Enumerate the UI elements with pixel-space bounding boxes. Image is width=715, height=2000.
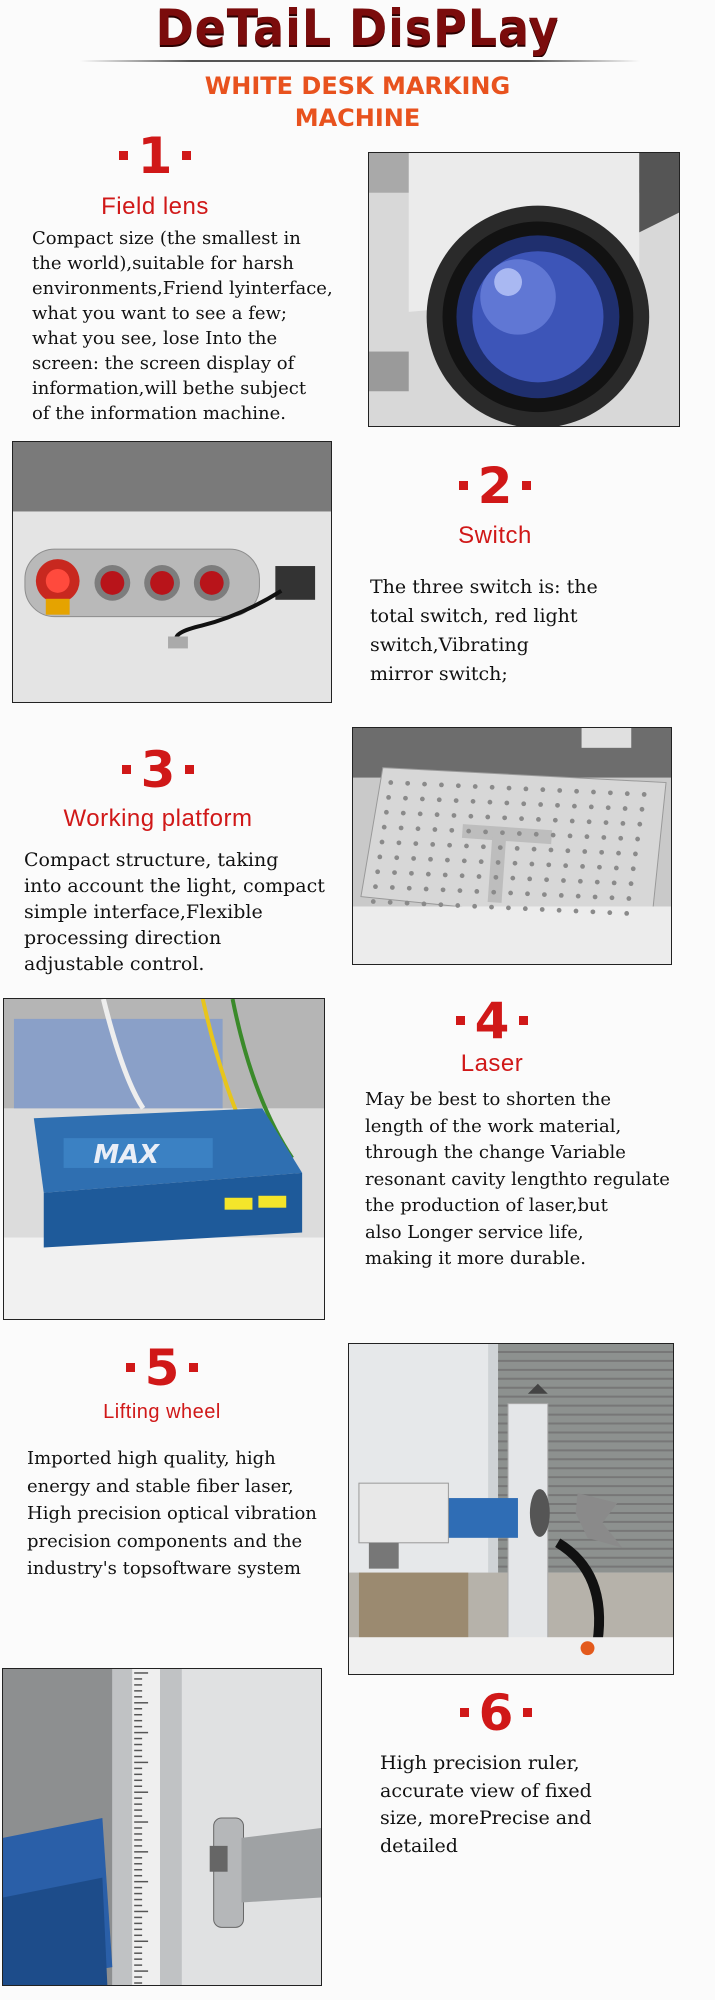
section-6-description: High precision ruler, accurate view of fixed size, morePrecise and detailed <box>380 1752 592 1857</box>
section-4-label: Laser <box>460 1050 524 1077</box>
section-6-number <box>396 1685 596 1741</box>
section-2-number <box>395 458 595 514</box>
bullet-dot <box>460 1708 469 1717</box>
bullet-dot <box>519 1016 528 1025</box>
section-2-description: The three switch is: the total switch, red light switch,Vibrating mirror switch; <box>370 576 598 685</box>
section-2-label: Switch <box>458 522 532 549</box>
bullet-dot <box>119 151 128 160</box>
bullet-dot <box>459 481 468 490</box>
section-1-description: Compact size (the smallest in the world),suitable for harsh environments,Friend lyinterface, what you want to see a few; what you see, lose Into the screen: the screen display of information,will bethe subject of the information machine. <box>32 228 333 424</box>
section-4-description: May be best to shorten the length of the work material, through the change Variable resonant cavity lengthto regulate the production of laser,but also Longer service life, making it more durable. <box>365 1089 670 1269</box>
section-4-number <box>392 993 592 1049</box>
bullet-dot <box>456 1016 465 1025</box>
section-1-label: Field lens <box>101 193 209 220</box>
section-5-description: Imported high quality, high energy and stable fiber laser, High precision optical vibration precision components and the industry's topsoftware system <box>27 1448 317 1579</box>
bullet-dot <box>182 151 191 160</box>
page-title: DeTaiL DisPLay <box>155 0 560 57</box>
bullet-dot <box>522 481 531 490</box>
section-5-label: Lifting wheel <box>103 1401 221 1423</box>
lifting-wheel-photo <box>348 1343 674 1675</box>
ruler-photo <box>2 1668 322 1986</box>
number-text: 5 <box>144 1339 180 1397</box>
number-text: 1 <box>137 127 173 185</box>
bullet-dot <box>523 1708 532 1717</box>
field-lens-photo <box>368 152 680 427</box>
section-3-number <box>58 742 258 798</box>
bullet-dot <box>189 1363 198 1372</box>
bullet-dot <box>126 1363 135 1372</box>
section-3-description: Compact structure, taking into account the light, compact simple interface,Flexible processing direction adjustable control. <box>24 849 325 975</box>
section-5-number <box>62 1340 262 1396</box>
number-text: 4 <box>474 992 510 1050</box>
title-divider <box>80 60 640 62</box>
switch-panel-photo <box>12 441 332 703</box>
section-1-number <box>55 128 255 184</box>
bullet-dot <box>122 765 131 774</box>
section-3-label: Working platform <box>63 805 253 832</box>
number-text: 6 <box>478 1684 514 1742</box>
laser-source-photo <box>3 998 325 1320</box>
working-platform-photo <box>352 727 672 965</box>
number-text: 3 <box>140 741 176 799</box>
bullet-dot <box>185 765 194 774</box>
number-text: 2 <box>477 457 513 515</box>
subtitle-line-2: MACHINE <box>294 104 421 132</box>
subtitle-line-1: WHITE DESK MARKING <box>204 72 511 100</box>
page-subtitle <box>0 70 715 134</box>
laser-brand-text: MAX <box>93 1139 160 1170</box>
